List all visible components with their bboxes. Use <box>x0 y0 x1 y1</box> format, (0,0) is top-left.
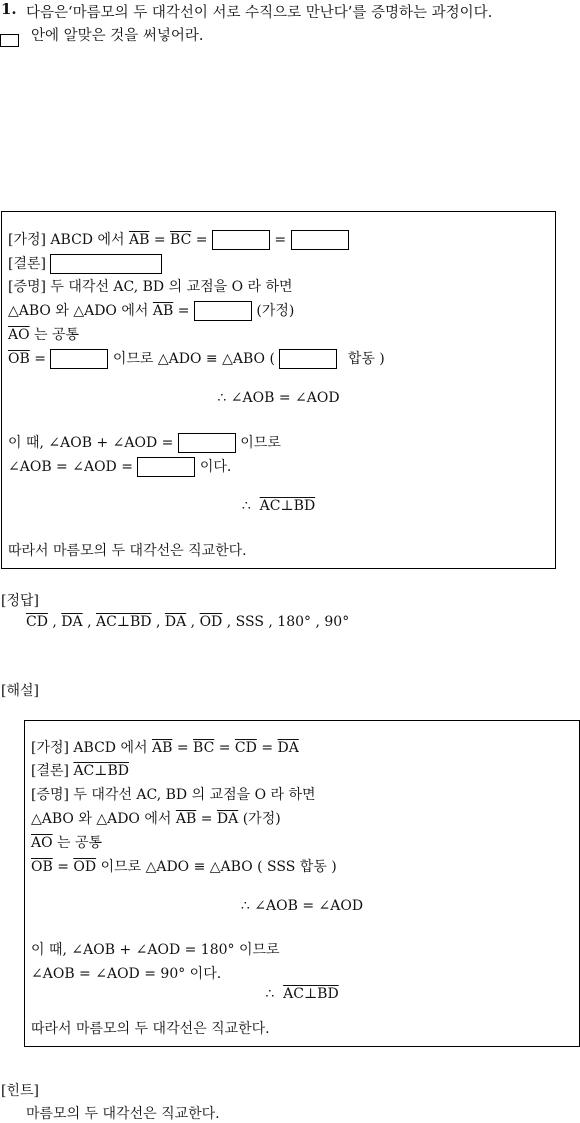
segment-bc: $\overline{BC}$ <box>170 232 192 248</box>
separator: , <box>315 614 320 630</box>
common-side-line <box>8 324 79 344</box>
given-note: (가정) <box>242 811 281 827</box>
given-note: (가정) <box>256 303 295 319</box>
answer-item: SSS <box>235 614 264 630</box>
triangles-prefix: △ABO 와 △ADO 에서 <box>31 811 172 827</box>
exp-proof-line: [증명] 두 대각선 AC, BD 의 교점을 O 라 하면 <box>31 787 316 803</box>
answer-label: [정답] <box>1 593 39 609</box>
answer-blank-2[interactable] <box>291 230 349 250</box>
answer-blank-3[interactable] <box>194 301 252 321</box>
proof-line: [증명] 두 대각선 AC, BD 의 교점을 O 라 하면 <box>8 279 293 295</box>
separator: , <box>190 614 196 630</box>
equals-sign: = <box>218 740 231 756</box>
separator: , <box>155 614 161 630</box>
final-statement: 따라서 마름모의 두 대각선은 직교한다. <box>8 543 247 559</box>
exp-triangles-line <box>31 808 281 828</box>
explanation-label: [해설] <box>1 683 39 699</box>
exp-right-angle-line: ∠AOB = ∠AOD = 90° 이다. <box>31 966 222 982</box>
segment-da: $\overline{DA}$ <box>216 811 239 827</box>
segment-ab: $\overline{AB}$ <box>152 303 174 319</box>
answer-item: $\overline{DA}$ <box>61 614 83 630</box>
problem-number: 1. <box>1 0 17 18</box>
exp-congruence-line <box>31 856 337 876</box>
answer-item: AC⊥BD <box>96 614 152 630</box>
answer-list <box>26 614 349 630</box>
segment-ob: $\overline{OB}$ <box>31 859 53 875</box>
equals-sign: = <box>177 303 190 319</box>
segment-ab: $\overline{AB}$ <box>128 232 150 248</box>
conclusion-label: [결론] <box>31 763 69 779</box>
segment-ab: $\overline{AB}$ <box>151 740 173 756</box>
conclusion-label: [결론] <box>8 256 46 272</box>
answer-item: 90° <box>324 614 350 630</box>
segment-ab: $\overline{AB}$ <box>175 811 197 827</box>
equals-sign: = <box>200 811 213 827</box>
angle-sum-line <box>8 432 281 453</box>
separator: , <box>87 614 92 630</box>
exp-angle-sum-line: 이 때, ∠AOB + ∠AOD = 180° 이므로 <box>31 942 280 958</box>
right-angle-suffix: 이다. <box>199 459 232 475</box>
segment-bc: $\overline{BC}$ <box>193 740 215 756</box>
angle-sum-text: 이 때, ∠AOB + ∠AOD = <box>8 435 174 451</box>
exp-perpendicular-conclusion <box>25 986 579 1002</box>
blank-box-icon <box>0 34 19 47</box>
assumption-prefix: [가정] ABCD 에서 <box>31 740 148 756</box>
answer-item: $\overline{CD}$ <box>26 614 48 630</box>
separator: , <box>52 614 57 630</box>
equals-sign: = <box>195 232 208 248</box>
proof-box <box>1 211 556 569</box>
explanation-box <box>24 720 580 1047</box>
triangles-line <box>8 300 294 321</box>
hint-text: 마름모의 두 대각선은 직교한다. <box>26 1106 220 1122</box>
equals-sign: = <box>57 859 69 875</box>
equals-sign: = <box>153 232 166 248</box>
answer-blank-7[interactable] <box>137 457 195 477</box>
congruence-line <box>8 348 385 369</box>
right-angle-line <box>8 456 231 477</box>
segment-ac-perp-bd: AC⊥BD <box>73 763 129 779</box>
assumption-prefix: [가정] ABCD 에서 <box>8 232 125 248</box>
right-angle-text: ∠AOB = ∠AOD = <box>8 459 133 475</box>
congruence-end: 합동 ) <box>347 351 385 367</box>
conclusion-line <box>8 253 162 274</box>
segment-cd: $\overline{CD}$ <box>234 740 257 756</box>
problem-statement-line2: 안에 알맞은 것을 써넣어라. <box>31 28 204 44</box>
assumption-line <box>8 229 349 250</box>
segment-ao: $\overline{AO}$ <box>31 835 53 851</box>
segment-da: $\overline{DA}$ <box>277 740 299 756</box>
common-text: 는 공통 <box>34 327 80 343</box>
exp-common-line <box>31 832 102 852</box>
congruence-text: 이므로 △ADO ≡ △ABO ( SSS 합동 ) <box>100 859 337 875</box>
perpendicular-conclusion <box>2 498 555 514</box>
answer-blank-4[interactable] <box>50 349 108 369</box>
problem-statement-line1: 다음은‘마름모의 두 대각선이 서로 수직으로 만난다’를 증명하는 과정이다. <box>26 5 493 21</box>
hint-label: [힌트] <box>1 1083 39 1099</box>
answer-item: 180° <box>277 614 312 630</box>
answer-blank-6[interactable] <box>178 433 236 453</box>
therefore-symbol: ∴ <box>241 498 251 514</box>
equals-sign: = <box>274 232 287 248</box>
equals-sign: = <box>261 740 274 756</box>
segment-ac-perp-bd: AC⊥BD <box>259 498 316 514</box>
separator: , <box>268 614 273 630</box>
common-text: 는 공통 <box>57 835 103 851</box>
answer-blank-1[interactable] <box>212 230 270 250</box>
angle-sum-suffix: 이므로 <box>240 435 281 451</box>
answer-blank-conclusion[interactable] <box>50 254 162 274</box>
exp-final-statement: 따라서 마름모의 두 대각선은 직교한다. <box>31 1021 270 1037</box>
answer-blank-5[interactable] <box>279 349 337 369</box>
angle-equality: ∴ ∠AOB = ∠AOD <box>217 390 340 406</box>
therefore-symbol: ∴ <box>265 986 275 1002</box>
exp-angle-equality: ∴ ∠AOB = ∠AOD <box>240 898 364 914</box>
exp-conclusion-line <box>31 760 129 780</box>
answer-item: $\overline{DA}$ <box>164 614 187 630</box>
segment-ao: $\overline{AO}$ <box>8 327 30 343</box>
equals-sign: = <box>176 740 189 756</box>
answer-item: $\overline{OD}$ <box>199 614 223 630</box>
exp-assumption-line <box>31 737 299 757</box>
congruence-text: 이므로 △ADO ≡ △ABO ( <box>112 351 275 367</box>
segment-od: $\overline{OD}$ <box>73 859 97 875</box>
segment-ob: $\overline{OB}$ <box>8 351 30 367</box>
equals-sign: = <box>34 351 46 367</box>
separator: , <box>226 614 232 630</box>
segment-ac-perp-bd: AC⊥BD <box>283 986 339 1002</box>
triangles-prefix: △ABO 와 △ADO 에서 <box>8 303 149 319</box>
